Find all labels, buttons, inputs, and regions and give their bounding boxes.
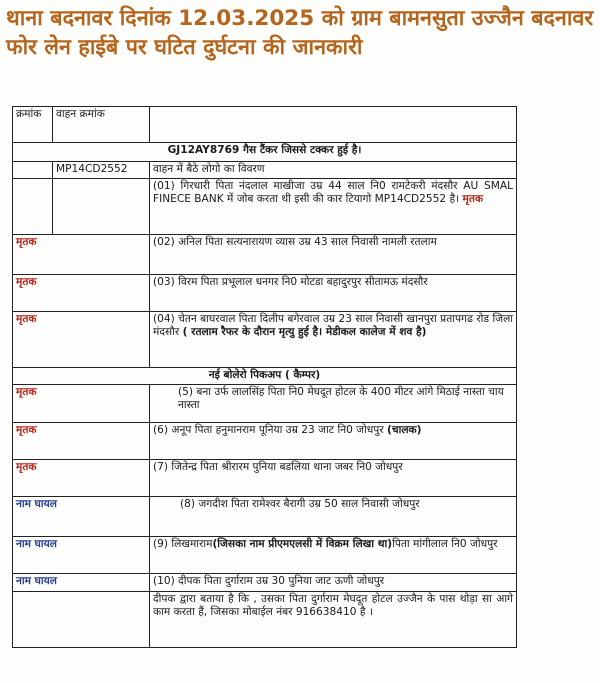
- page-title: थाना बदनावर दिनांक 12.03.2025 को ग्राम बामनसुता उज्जैन बदनावर फोर लेन हाईबे पर घटित दुर्घटना की जानकारी: [6, 6, 594, 60]
- row07-details: (7) जितेन्द्र पिता श्रीरारम पुनिया बडलिया थाना जबर नि0 जोधपुर: [150, 459, 517, 496]
- row09-status: नाम घायल: [13, 536, 150, 573]
- header-vehicle: वाहन क्रमांक: [53, 107, 150, 143]
- row02-details: (02) अनिल पिता सत्यनारायण व्यास उम्र 43 साल निवासी नामली रतलाम: [150, 234, 517, 274]
- row08-details: (8) जगदीश पिता रामेश्वर बैरागी उम्र 50 साल निवासी जोधपुर: [150, 496, 517, 536]
- row05-status: मृतक: [13, 384, 150, 422]
- row07-status: मृतक: [13, 459, 150, 496]
- row01-details: (01) गिरधारी पिता नंदलाल माखीजा उम्र 44 साल नि0 रामटेकरी मंदसौर AU SMAL FINECE BANK में जोब करता थी इसी की कार टियागो MP14CD2552 है। मृतक: [150, 178, 517, 234]
- row01-status-tag: मृतक: [462, 193, 484, 205]
- row09-details: (9) लिखमाराम(जिसका नाम प्रीएमएलसी में विक्रम लिखा था)पिता मांगीलाल नि0 जोधपुर: [150, 536, 517, 573]
- table-header-row: [13, 107, 517, 143]
- bolero-heading: नई बोलेरो पिकअप ( कैम्पर): [13, 367, 517, 384]
- table-row-07: [13, 459, 517, 496]
- table-row-08: [13, 496, 517, 536]
- casualty-table: [12, 106, 517, 648]
- table-row-09: [13, 536, 517, 573]
- row06-status: मृतक: [13, 422, 150, 459]
- table-row-10: [13, 573, 517, 591]
- row10-details: (10) दीपक पिता दुर्गाराम उम्र 30 पुनिया जाट ऊणी जोधपुर: [150, 573, 517, 591]
- table-row-04: [13, 311, 517, 367]
- row04-details: (04) चेतन बाघरवाल पिता दिलीप बगेरवाल उम्र 23 साल निवासी खानपुरा प्रतापगढ रोड जिला मंदसौर ( रतलाम रैफर के दौरान मृत्यु हुई है। मेडीकल कालेज में शव है): [150, 311, 517, 367]
- tanker-heading: GJ12AY8769 गैस टैंकर जिससे टक्कर हुई है।: [13, 143, 517, 162]
- table-row-05: [13, 384, 517, 422]
- row02-status: मृतक: [13, 234, 150, 274]
- row06-details: (6) अनूप पिता हनुमानराम पूनिया उम्र 23 जाट नि0 जोधपुर (चालक): [150, 422, 517, 459]
- table-row-car: [13, 162, 517, 179]
- row03-details: (03) विरम पिता प्रभूलाल धनगर नि0 मोटडा बहादुरपुर सीतामऊ मंदसौर: [150, 274, 517, 311]
- car-occupants-label: वाहन में बैठे लोगो का विवरण: [150, 162, 517, 179]
- table-row-note: [13, 591, 517, 647]
- header-serial: क्रमांक: [13, 107, 53, 143]
- table-row-01: [13, 178, 517, 234]
- row05-details: (5) बना उर्फ लालसिंह पिता नि0 मेघदूत होटल के 400 मीटर आंगे मिठाई नास्ता चाय नास्ता: [150, 384, 517, 422]
- table-row-03: [13, 274, 517, 311]
- row10-status: नाम घायल: [13, 573, 150, 591]
- section-header-tanker: [13, 143, 517, 162]
- table-row-06: [13, 422, 517, 459]
- note-details: दीपक द्वारा बताया है कि , उसका पिता दुर्गाराम मेघदूत होटल उज्जैन के पास थोड़ा सा आगे काम करता हैं, जिसका मोबाईल नंबर 916638410 है ।: [150, 591, 517, 647]
- row03-status: मृतक: [13, 274, 150, 311]
- row04-status: मृतक: [13, 311, 150, 367]
- car-vehicle-number: MP14CD2552: [53, 162, 150, 179]
- table-row-02: [13, 234, 517, 274]
- section-header-bolero: [13, 367, 517, 384]
- row08-status: नाम घायल: [13, 496, 150, 536]
